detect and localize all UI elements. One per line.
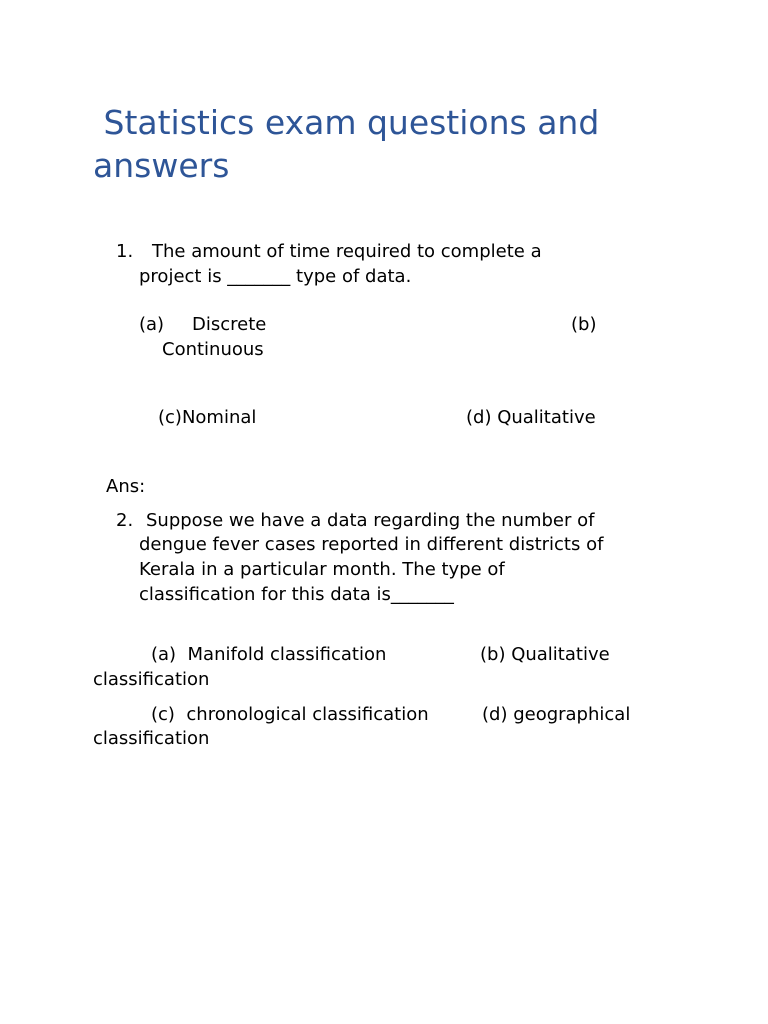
- question-2-option-d-wrap: classification: [93, 728, 210, 749]
- question-1-answer-label: Ans:: [106, 476, 146, 497]
- question-2-option-b-wrap: classification: [93, 669, 210, 690]
- question-1-option-a-text: Discrete: [192, 314, 267, 335]
- question-1-option-b-label: (b): [571, 314, 597, 335]
- question-1-option-d: (d) Qualitative: [466, 407, 596, 428]
- question-2-option-c: (c) chronological classification: [151, 704, 429, 725]
- question-1-option-a-label: (a): [139, 314, 165, 335]
- document-title: Statistics exam questions and answers: [93, 103, 610, 185]
- question-1-text-line-1: The amount of time required to complete a: [152, 241, 542, 262]
- question-2-option-b: (b) Qualitative: [480, 644, 610, 665]
- question-2-text-line-3: Kerala in a particular month. The type of: [139, 559, 505, 580]
- question-2-text-line-2: dengue fever cases reported in different districts of: [139, 534, 604, 555]
- question-1-option-b-text: Continuous: [162, 339, 264, 360]
- question-2-number: 2.: [116, 510, 134, 531]
- question-2-option-a: (a) Manifold classification: [151, 644, 387, 665]
- question-1-number: 1.: [116, 241, 134, 262]
- question-2-text-line-4: classification for this data is_______: [139, 584, 454, 605]
- question-1-option-c: (c)Nominal: [158, 407, 257, 428]
- question-1-text-line-2: project is _______ type of data.: [139, 266, 412, 287]
- question-2-option-d: (d) geographical: [482, 704, 631, 725]
- question-2-text-line-1: Suppose we have a data regarding the number of: [146, 510, 595, 531]
